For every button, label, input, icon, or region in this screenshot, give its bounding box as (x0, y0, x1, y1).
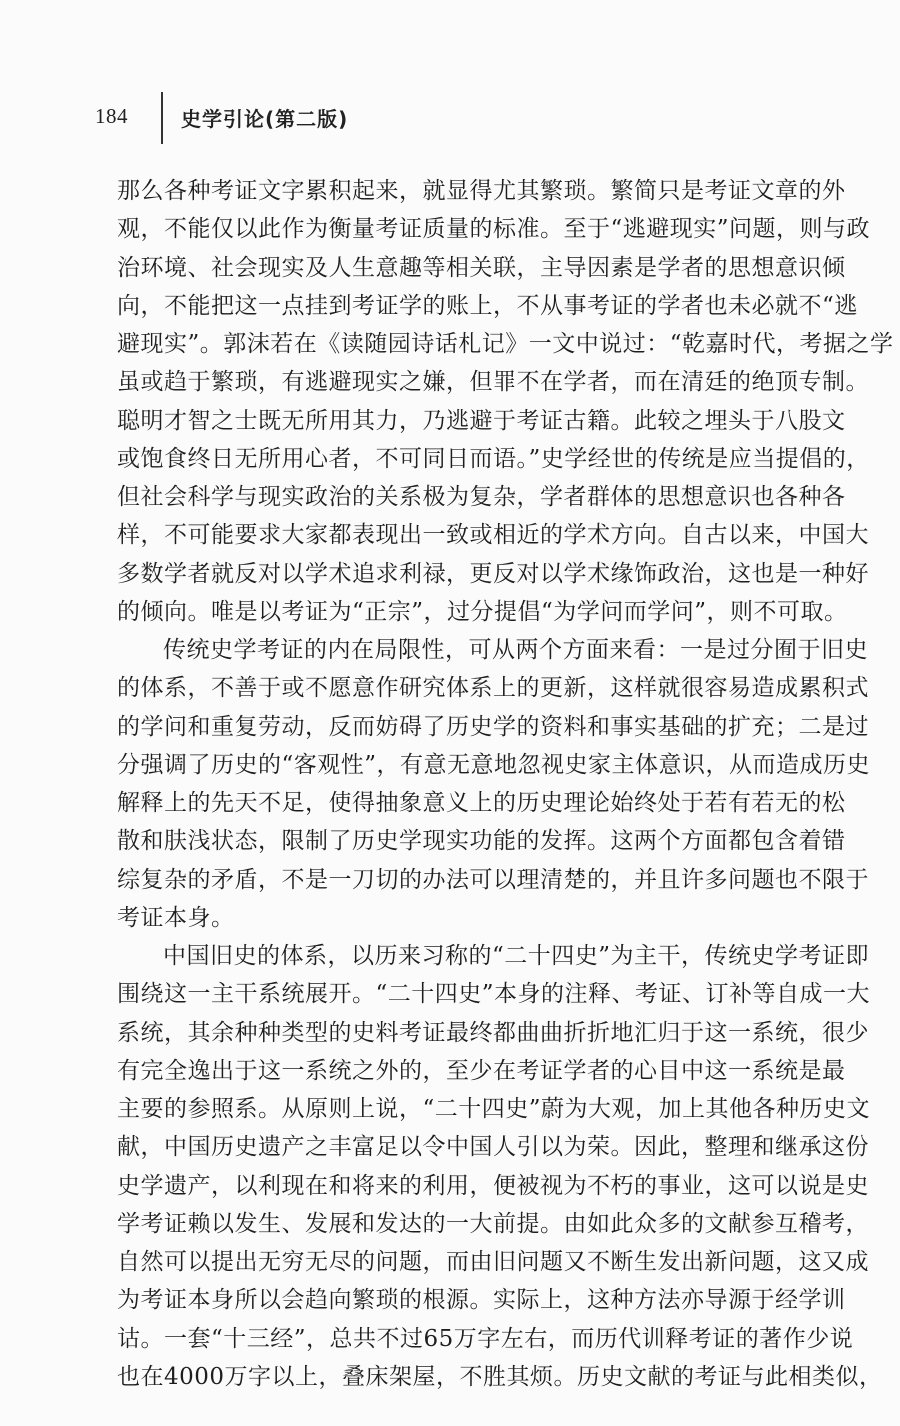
text-line: 有完全逸出于这一系统之外的，至少在考证学者的心目中这一系统是最 (117, 1057, 846, 1084)
text-line: 自然可以提出无穷无尽的问题，而由旧问题又不断生发出新问题，这又成 (117, 1249, 869, 1275)
text-line: 综复杂的矛盾，不是一刀切的办法可以理清楚的，并且许多问题也不限于 (117, 866, 869, 893)
text-line: 或饱食终日无所用心者，不可同日而语。”史学经世的传统是应当提倡的， (117, 445, 870, 472)
text-line: 围绕这一主干系统展开。“二十四史”本身的注释、考证、订补等自成一大 (117, 981, 871, 1008)
text-line: 多数学者就反对以学术追求利禄，更反对以学术缘饰政治，这也是一种好 (117, 560, 869, 587)
text-line: 诂。一套“十三经”，总共不过65万字左右，而历代训释考证的著作少说 (117, 1325, 854, 1352)
text-line: 治环境、社会现实及人生意趣等相关联，主导因素是学者的思想意识倾 (117, 254, 846, 281)
text-line: 散和肤浅状态，限制了历史学现实功能的发挥。这两个方面都包含着错 (117, 828, 846, 855)
text-line: 的体系，不善于或不愿意作研究体系上的更新，这样就很容易造成累积式 (117, 675, 869, 702)
text-line: 虽或趋于繁琐，有逃避现实之嫌，但罪不在学者，而在清廷的绝顶专制。 (117, 369, 869, 396)
running-header (95, 92, 815, 144)
text-line: 但社会科学与现实政治的关系极为复杂，学者群体的思想意识也各种各 (117, 484, 846, 510)
body-text (117, 172, 894, 1396)
text-line: 的倾向。唯是以考证为“正宗”，过分提倡“为学问而学问”，则不可取。 (117, 598, 848, 625)
book-title: 史学引论(第二版) (181, 107, 349, 131)
text-line: 避现实”。郭沫若在《读随园诗话札记》一文中说过：“乾嘉时代，考据之学 (117, 331, 894, 357)
text-line: 的学问和重复劳动，反而妨碍了历史学的资料和事实基础的扩充；二是过 (117, 713, 869, 740)
text-line: 分强调了历史的“客观性”，有意无意地忽视史家主体意识，从而造成历史 (117, 751, 871, 778)
header-divider (161, 92, 163, 144)
page-number: 184 (95, 104, 128, 128)
text-line: 献，中国历史遗产之丰富足以令中国人引以为荣。因此，整理和继承这份 (117, 1134, 869, 1161)
text-line: 传统史学考证的内在局限性，可从两个方面来看：一是过分囿于旧史 (163, 637, 868, 663)
text-line: 学考证赖以发生、发展和发达的一大前提。由如此众多的文献参互稽考， (117, 1210, 869, 1237)
text-line: 主要的参照系。从原则上说，“二十四史”蔚为大观，加上其他各种历史文 (117, 1096, 871, 1122)
text-line: 那么各种考证文字累积起来，就显得尤其繁琐。繁简只是考证文章的外 (117, 178, 846, 204)
text-line: 也在4000万字以上，叠床架屋，不胜其烦。历史文献的考证与此相类似， (117, 1363, 883, 1390)
text-line: 向，不能把这一点挂到考证学的账上，不从事考证的学者也未必就不“逃 (117, 292, 858, 319)
text-line: 聪明才智之士既无所用其力，乃逃避于考证古籍。此较之埋头于八股文 (117, 407, 846, 434)
text-line: 为考证本身所以会趋向繁琐的根源。实际上，这种方法亦导源于经学训 (117, 1287, 846, 1314)
text-line: 样，不可能要求大家都表现出一致或相近的学术方向。自古以来，中国大 (117, 522, 869, 549)
text-line: 史学遗产，以利现在和将来的利用，便被视为不朽的事业，这可以说是史 (117, 1172, 869, 1199)
text-line: 系统，其余种种类型的史料考证最终都曲曲折折地汇归于这一系统，很少 (117, 1019, 869, 1046)
text-line: 考证本身。 (117, 904, 235, 931)
text-line: 中国旧史的体系，以历来习称的“二十四史”为主干，传统史学考证即 (163, 943, 870, 969)
text-line: 解释上的先天不足，使得抽象意义上的历史理论始终处于若有若无的松 (117, 790, 846, 816)
text-line: 观，不能仅以此作为衡量考证质量的标准。至于“逃避现实”问题，则与政 (117, 216, 871, 243)
